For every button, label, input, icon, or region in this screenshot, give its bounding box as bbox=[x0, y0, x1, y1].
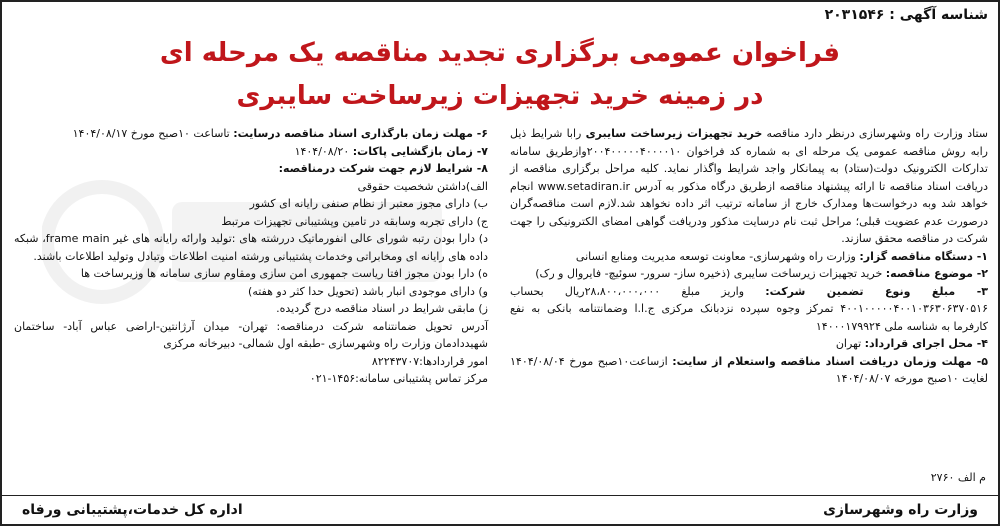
list-item: ۲- موضوع مناقصه: خرید تجهیزات زیرساخت سایبری (ذخیره ساز- سرور- سوئیچ- فایروال و رک) bbox=[535, 267, 988, 280]
reference-number: م الف ۲۷۶۰ bbox=[930, 471, 986, 484]
footer-ministry: وزارت راه وشهرسازی bbox=[823, 502, 978, 518]
condition-item: ز) مابقی شرایط در اسناد مناقصه درج گردیده. bbox=[276, 302, 488, 315]
condition-item: و) دارای موجودی انبار باشد (تحویل حدا کثر دو هفته) bbox=[248, 284, 488, 298]
condition-item: ج) دارای تجربه وسابقه در تامین وپشتیبانی تجهیزات مرتبط bbox=[221, 214, 488, 228]
contracts-phone: امور قراردادها:۸۲۲۴۳۷۰۷ bbox=[371, 354, 488, 368]
condition-item: ه) دارا بودن مجوز افتا ریاست جمهوری امن سازی ومقاوم سازی سامانه ها وزیرساخت ها bbox=[80, 267, 488, 280]
intro-paragraph: ستاد وزارت راه وشهرسازی درنظر دارد مناقصه خرید تجهیزات زیرساخت سایبری رابا شرایط ذیل رابه روش مناقصه عمومی یک مرحله ای به شماره کد فراخوان ۲۰۰۴۰۰۰۰۰۴۰۰۰۰۱۰وازطریق سامانه تدارکات الکترونیک دولت(ستاد) به پیمانکار واجد شرایط واگذار نماید. کلیه مراحل برگزاری مناقصه از دریافت اسناد مناقصه تا ارائه پیشنهاد مناقصه ازطریق درگاه مذکور به آدرس www.setadiran.ir انجام خواهد شد وبه درخواست‌ها ومدارک خارج از سامانه ترتیب اثر داده نخواهد شد.لازم است مناقصه‌گران درصورت عدم عضویت قبلی؛ مراحل ثبت نام درسایت مذکور ودریافت گواهی امضای الکترونیکی را جهت شرکت در مناقصه محقق سازند. bbox=[510, 127, 988, 245]
title-line-1: فراخوان عمومی برگزاری تجدید مناقصه یک مرحله ای bbox=[159, 38, 841, 68]
ad-id: شناسه آگهی : ۲۰۳۱۵۴۶ bbox=[824, 7, 988, 23]
left-column bbox=[14, 125, 488, 388]
address-text: آدرس تحویل ضمانتنامه شرکت درمناقصه: تهران- میدان آرژانتین-اراضی عباس آباد- ساختمان شهیددادمان وزارت راه وشهرسازی -طبقه اول شمالی- دبیرخانه مرکزی bbox=[14, 319, 488, 350]
support-phone: مرکز تماس پشتیبانی سامانه:۱۴۵۶-۰۲۱ bbox=[309, 372, 488, 385]
footer-department: اداره کل خدمات،پشتیبانی ورفاه bbox=[22, 502, 243, 518]
list-item: ۴- محل اجرای قرارداد: تهران bbox=[835, 337, 988, 350]
condition-item: د) دارا بودن رتبه شورای عالی انفورماتیک دررشته های :تولید وارائه رایانه های غیر frame main، شبکه داده های رایانه ای ومخابراتی وخدمات پشتیبانی ورشته امنیت اطلاعات وتبادل وتولید اطلاعات باشند. bbox=[14, 232, 488, 263]
condition-item: الف)داشتن شخصیت حقوقی bbox=[357, 179, 488, 193]
right-column bbox=[510, 125, 988, 388]
title-line-2: در زمینه خرید تجهیزات زیرساخت سایبری bbox=[236, 81, 764, 111]
footer bbox=[2, 495, 998, 524]
list-item: ۶- مهلت زمان بارگذاری اسناد مناقصه درسایت: تاساعت ۱۰صبح مورخ ۱۴۰۴/۰۸/۱۷ bbox=[72, 127, 488, 140]
list-item: ۸- شرایط لازم جهت شرکت درمناقصه: bbox=[278, 162, 488, 175]
list-item: ۱- دستگاه مناقصه گزار: وزارت راه وشهرسازی- معاونت توسعه مدیریت ومنابع انسانی bbox=[575, 249, 988, 263]
list-item: ۷- زمان بازگشایی پاکات: ۱۴۰۴/۰۸/۲۰ bbox=[294, 144, 488, 158]
list-item: ۵- مهلت وزمان دریافت اسناد مناقصه واستعلام از سایت: ازساعت۱۰صبح مورخ ۱۴۰۴/۰۸/۰۴ لغایت ۱۰صبح مورخه ۱۴۰۴/۰۸/۰۷ bbox=[510, 354, 988, 385]
condition-item: ب) دارای مجوز معتبر از نظام صنفی رایانه ای کشور bbox=[249, 197, 488, 210]
list-item: ۳- مبلغ ونوع تضمین شرکت: واریز مبلغ ۲۸،۸۰۰،۰۰۰،۰۰۰ریال بحساب ۴۰۰۱۰۰۰۰۰۴۰۰۱۰۳۶۳۰۶۳۷۰۵۱۶ تمرکز وجوه سپرده نزدبانک مرکزی ج.ا.ا وضمانتنامه بانکی به نفع کارفرما به شناسه ملی ۱۴۰۰۰۱۷۹۹۲۴ bbox=[510, 284, 988, 333]
